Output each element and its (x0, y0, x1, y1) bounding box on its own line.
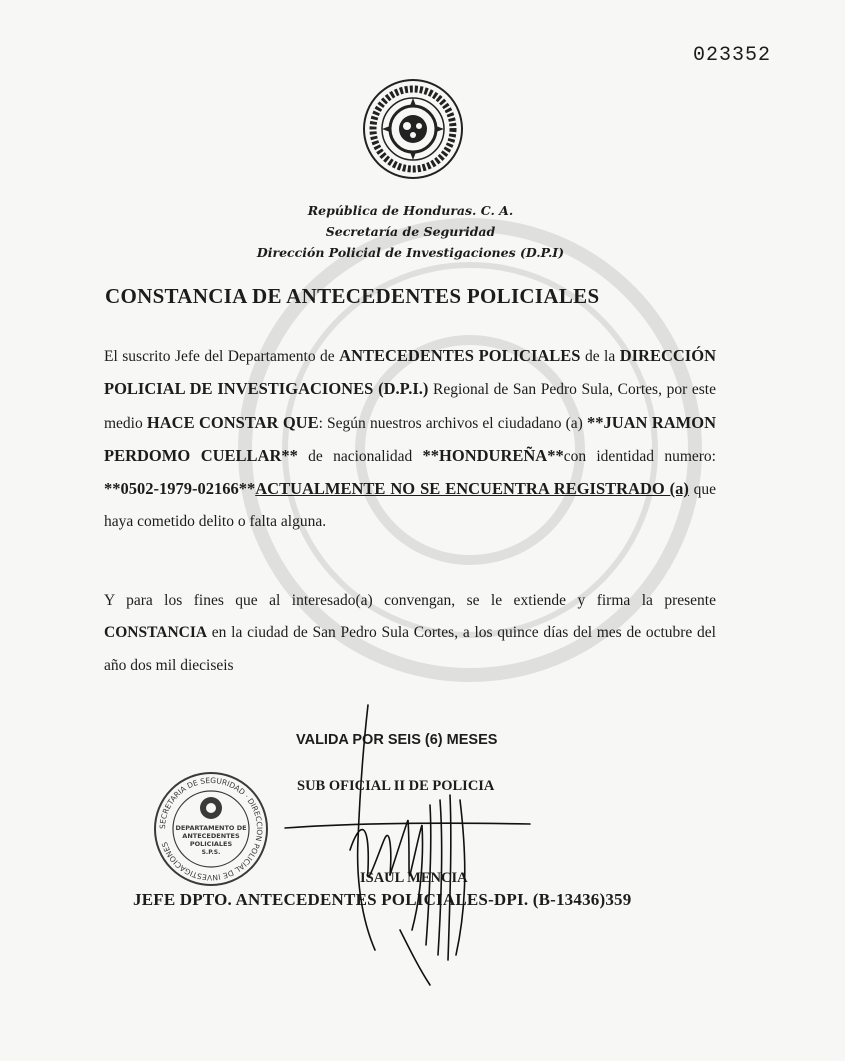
signer-rank: SUB OFICIAL II DE POLICIA (297, 778, 495, 794)
header-line-secretaria: Secretaría de Seguridad (325, 224, 496, 239)
validity-note: VALIDA POR SEIS (6) MESES (296, 732, 498, 748)
stamp-line1: DEPARTAMENTO DE (175, 824, 247, 832)
paragraph-text: El suscrito Jefe del Departamento de (104, 348, 340, 365)
signer-title: JEFE DPTO. ANTECEDENTES POLICIALES-DPI. (B-13436)359 (133, 890, 632, 909)
signer-name: ISAUL MENCIA (360, 870, 468, 886)
stamp-line4: S.P.S. (201, 849, 221, 856)
identity-number: **0502-1979-02166** (104, 479, 256, 499)
institution-header (0, 200, 845, 263)
paragraph-text: Regional de San Pedro Sula, Cortes, por este medio (104, 381, 716, 432)
stamp-ring-text: SECRETARIA DE SEGURIDAD · DIRECCION POLICIAL DE INVESTIGACIONES (157, 775, 265, 883)
citizen-name: **JUAN RAMON PERDOMO CUELLAR** (104, 412, 717, 465)
department-stamp (152, 770, 270, 888)
header-line-direccion: Dirección Policial de Investigaciones (D.P.I) (256, 245, 565, 260)
handwritten-signature (280, 700, 580, 990)
paragraph-text: de nacionalidad (297, 447, 423, 465)
paragraph-text: en la ciudad de San Pedro Sula Cortes, a los quince días del mes de octubre del año dos mil dieciseis (104, 624, 716, 674)
department-name: ANTECEDENTES POLICIALES (339, 346, 581, 365)
paragraph-text: : Según nuestros archivos el ciudadano (a) (318, 414, 587, 432)
paragraph-text: de la (580, 348, 620, 365)
document-title: CONSTANCIA DE ANTECEDENTES POLICIALES (105, 284, 600, 308)
header-line-republic: República de Honduras. C. A. (307, 203, 514, 218)
paragraph-text: con identidad numero: (563, 447, 716, 465)
closing-paragraph (104, 585, 716, 682)
directorate-name: DIRECCIÓN POLICIAL DE INVESTIGACIONES (D.P.I.) (104, 346, 716, 399)
stamp-line3: POLICIALES (189, 840, 233, 848)
stamp-line2: ANTECEDENTES (182, 832, 240, 840)
record-status: ACTUALMENTE NO SE ENCUENTRA REGISTRADO (a) (255, 479, 689, 499)
constancia-word: CONSTANCIA (104, 624, 208, 642)
nationality: **HONDUREÑA** (422, 445, 564, 465)
certificate-paragraph (104, 340, 716, 539)
paragraph-text: que haya cometido delito o falta alguna. (104, 481, 716, 531)
police-emblem-icon (362, 78, 464, 180)
certifies-phrase: HACE CONSTAR QUE (146, 412, 319, 432)
paragraph-text: Y para los fines que al interesado(a) convengan, se le extiende y firma la presente (104, 592, 716, 609)
serial-number: 023352 (692, 44, 771, 67)
